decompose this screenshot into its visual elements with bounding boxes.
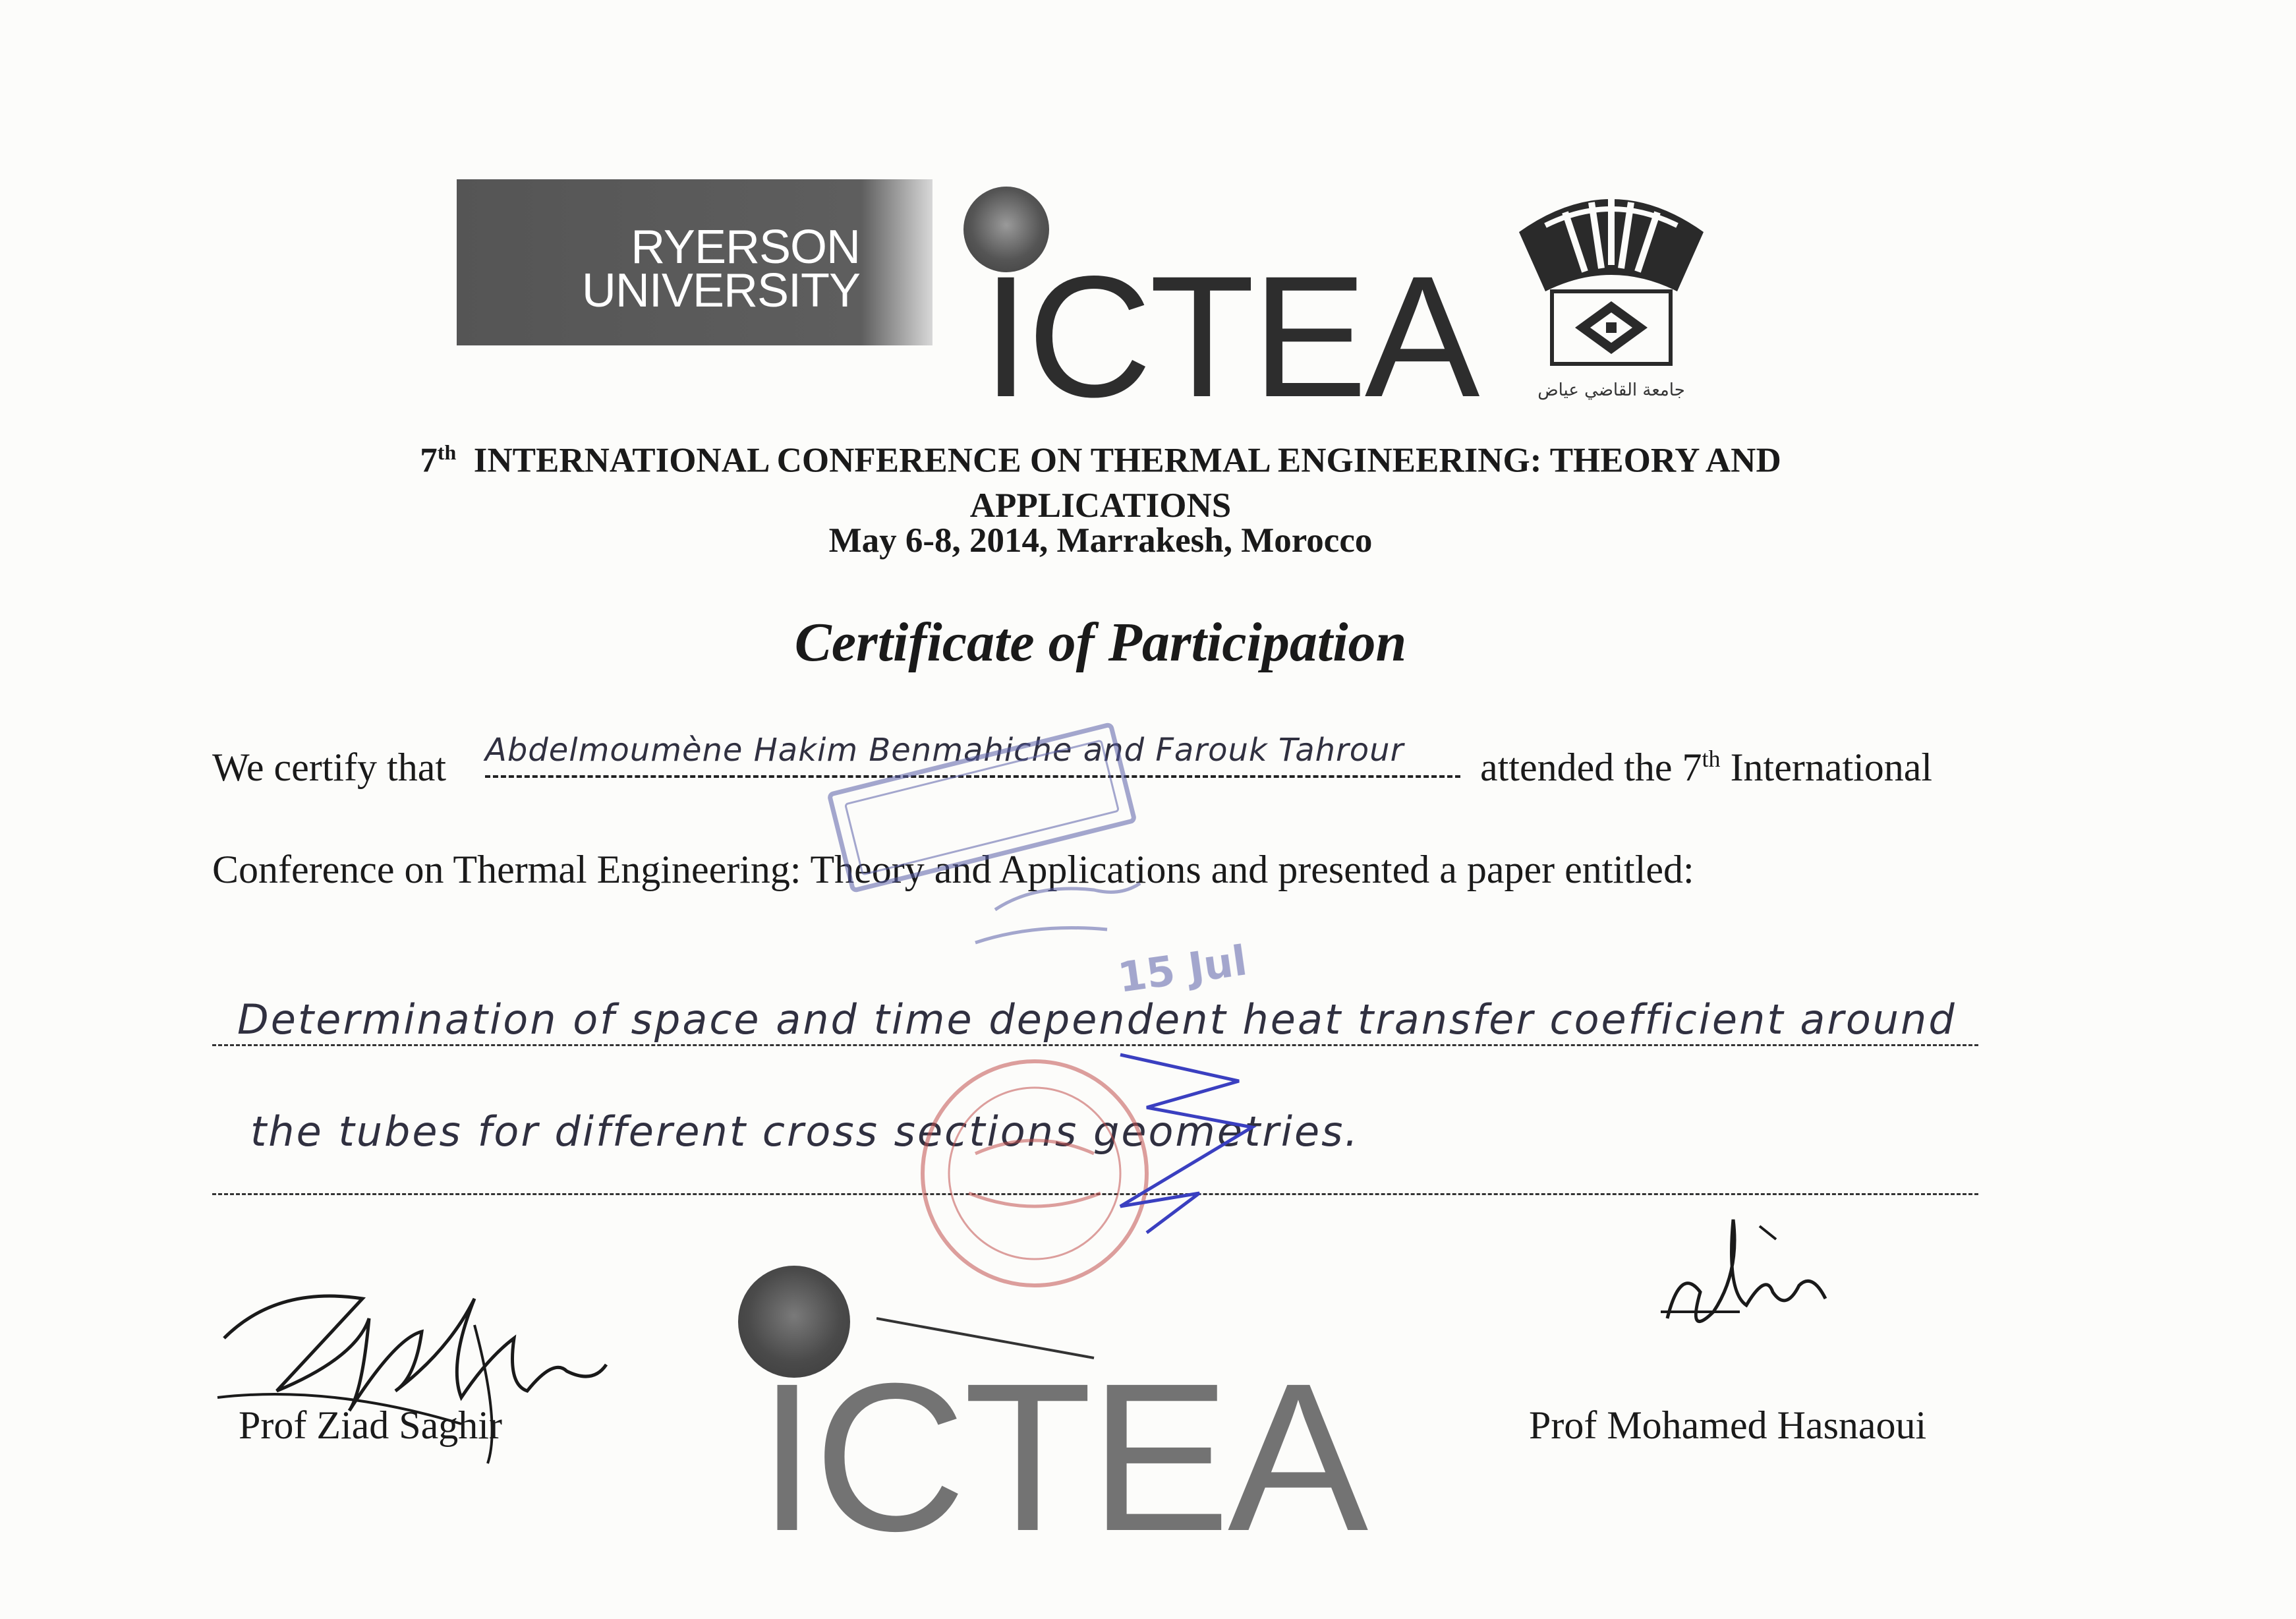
conference-title (330, 430, 1872, 528)
attended-suffix: th (1702, 746, 1721, 772)
conference-title-line2: APPLICATIONS (969, 486, 1232, 525)
attended-text (1480, 745, 1932, 790)
certificate-heading: Certificate of Participation (794, 612, 1407, 673)
ryerson-line1: RYERSON (631, 221, 860, 274)
conference-date-place: May 6-8, 2014, Marrakesh, Morocco (828, 521, 1373, 560)
university-emblem-icon (1506, 186, 1717, 403)
attended-prefix: attended the 7 (1480, 746, 1702, 789)
paper-title-line1: Determination of space and time dependent heat transfer coefficient around (237, 995, 1957, 1044)
conference-title-line1: INTERNATIONAL CONFERENCE ON THERMAL ENGINEERING: THEORY AND (473, 441, 1781, 480)
participants-handwritten: Abdelmoumène Hakim Benmahiche and Farouk Tahrour (485, 732, 1404, 769)
ryerson-logo-text (581, 221, 860, 317)
conference-statement: Conference on Thermal Engineering: Theory and Applications and presented a paper entitled: (212, 848, 1694, 891)
attended-end: International (1730, 746, 1933, 789)
emblem-caption: جامعة القاضي عياض (1537, 380, 1685, 400)
paper-title-line2: the tubes for different cross sections geometries. (250, 1107, 1360, 1156)
ictea-stamp-logo: ICTEA (758, 1339, 1366, 1575)
conference-ordinal: 7 (420, 441, 438, 480)
ryerson-line2: UNIVERSITY (581, 264, 860, 317)
signature-right-icon (1661, 1213, 1845, 1365)
ryerson-logo (457, 179, 933, 345)
conference-ordinal-suffix: th (437, 440, 457, 464)
signatory-right-name: Prof Mohamed Hasnaoui (1529, 1403, 1927, 1447)
ictea-logo-top: ICTEA (982, 240, 1478, 433)
official-stamps-icon (778, 692, 1318, 1299)
stamp-date-text: 15 Jul (1114, 936, 1250, 1002)
certify-prefix: We certify that (212, 746, 446, 789)
signatory-left-name: Prof Ziad Saghir (239, 1403, 502, 1447)
stamp-line-icon (876, 1312, 1101, 1365)
